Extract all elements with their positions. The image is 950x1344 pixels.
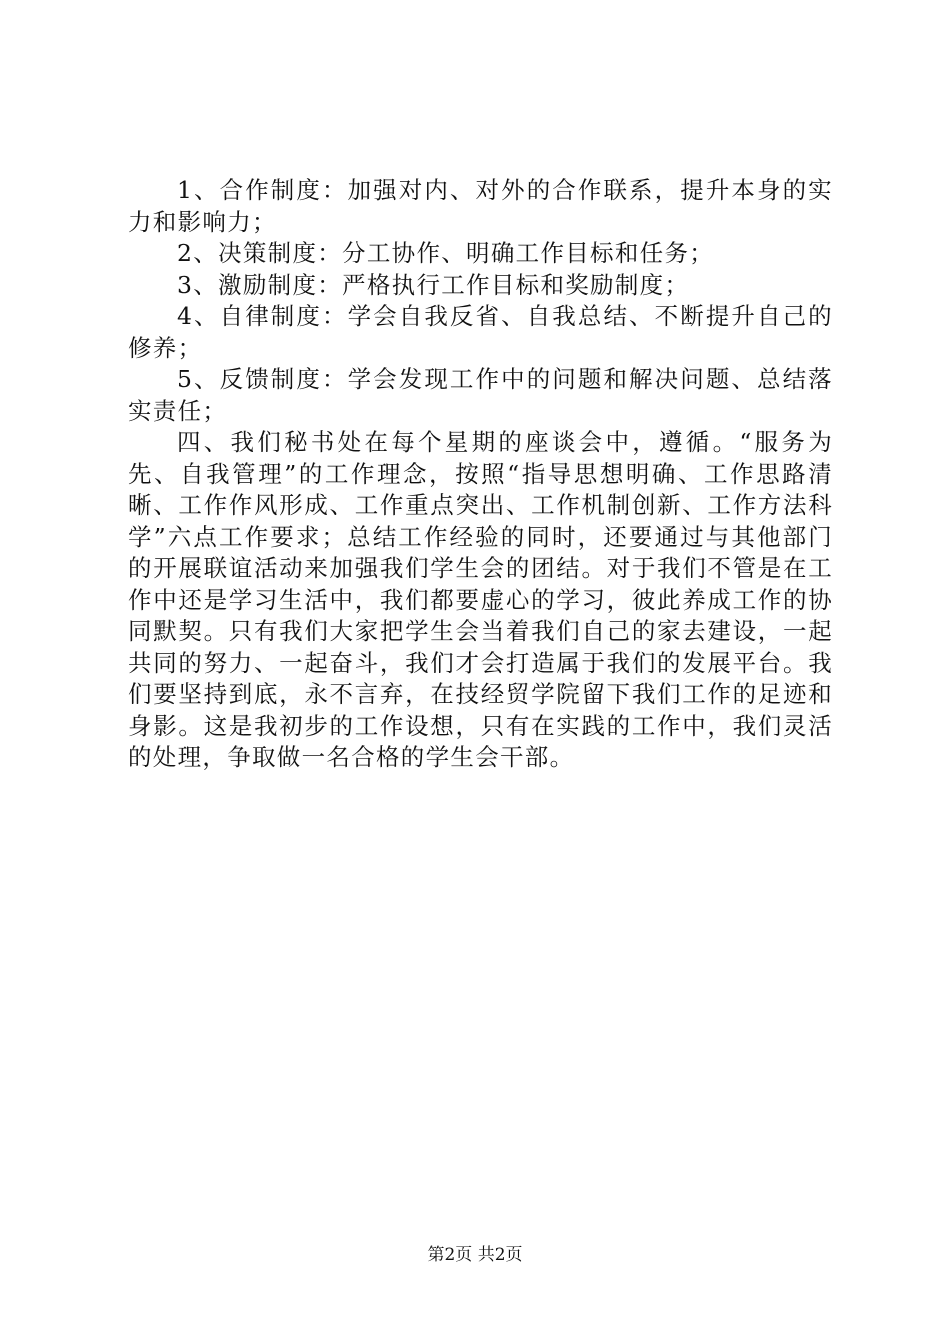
page-number-footer: 第2页 共2页: [427, 1245, 523, 1265]
paragraph-decision-system: 2、决策制度：分工协作、明确工作目标和任务；: [177, 239, 715, 267]
paragraph-cooperation-system: 1、合作制度：加强对内、对外的合作联系，提升本身的实力和影响力；: [128, 176, 833, 236]
paragraph-feedback-system: 5、反馈制度：学会发现工作中的问题和解决问题、总结落实责任；: [128, 365, 833, 425]
paragraph-section-four: 四、我们秘书处在每个星期的座谈会中，遵循。“服务为先、自我管理”的工作理念，按照“指导思想明确、工作思路清晰、工作作风形成、工作重点突出、工作机制创新、工作方法科学”六点工作要求；总结工作经验的同时，还要通过与其他部门的开展联谊活动来加强我们学生会的团结。对于我们不管是在工作中还是学习生活中，我们都要虚心的学习，彼此养成工作的协同默契。只有我们大家把学生会当着我们自己的家去建设，一起共同的努力、一起奋斗，我们才会打造属于我们的发展平台。我们要坚持到底，永不言弃，在技经贸学院留下我们工作的足迹和身影。这是我初步的工作设想，只有在实践的工作中，我们灵活的处理，争取做一名合格的学生会干部。: [128, 428, 833, 771]
paragraph-self-discipline-system: 4、自律制度：学会自我反省、自我总结、不断提升自己的修养；: [128, 302, 833, 362]
body-text: [128, 175, 833, 774]
paragraph-incentive-system: 3、激励制度：严格执行工作目标和奖励制度；: [177, 270, 690, 299]
